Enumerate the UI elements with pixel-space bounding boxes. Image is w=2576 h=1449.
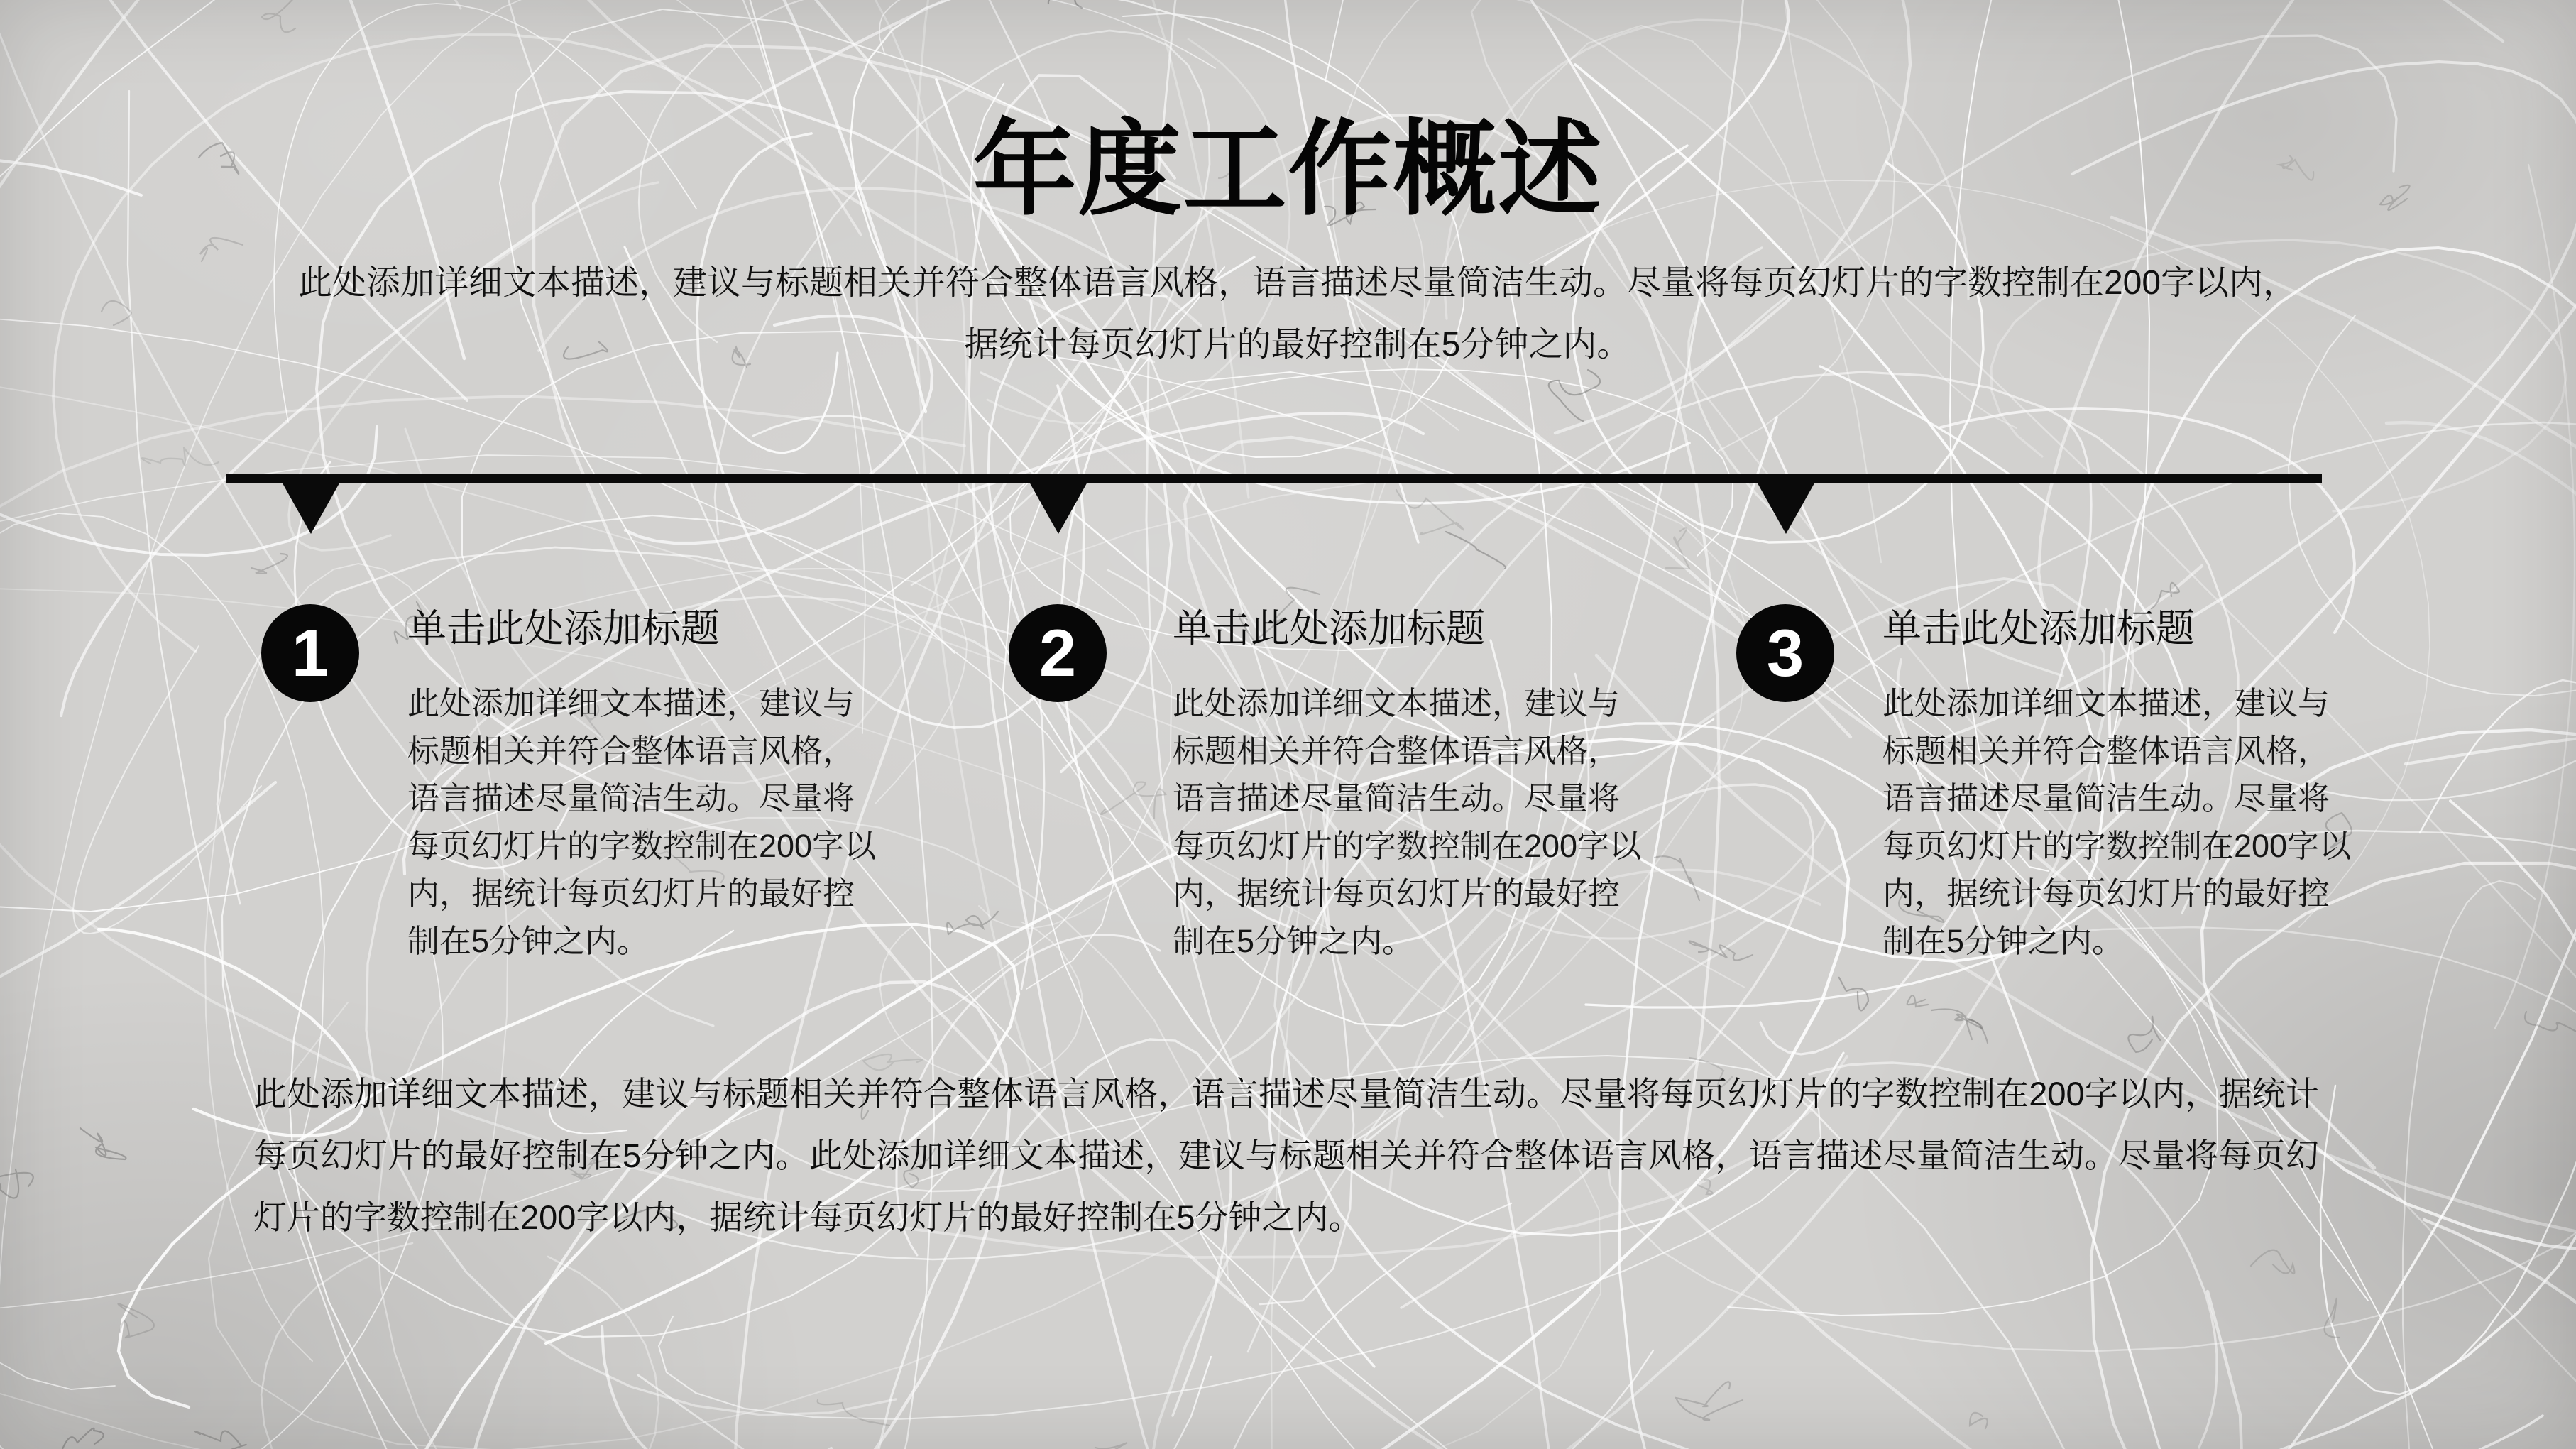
step-heading: 单击此处添加标题: [1882, 606, 2196, 650]
footer-paragraph: 此处添加详细文本描述，建议与标题相关并符合整体语言风格，语言描述尽量简洁生动。尽量将每页幻灯片的字数控制在200字以内，据统计每页幻灯片的最好控制在5分钟之内。此处添加详细文本描述，建议与标题相关并符合整体语言风格，语言描述尽量简洁生动。尽量将每页幻灯片的字数控制在200字以内，据统计每页幻灯片的最好控制在5分钟之内。: [253, 1075, 2319, 1236]
step-content: [1173, 604, 1647, 965]
step-number: 2: [1038, 616, 1077, 690]
step-heading: 单击此处添加标题: [1173, 606, 1486, 650]
timeline-arrow-down-icon: [1029, 482, 1087, 534]
timeline-bar: [226, 474, 2322, 483]
step-body-text: 此处添加详细文本描述，建议与标题相关并符合整体语言风格，语言描述尽量简洁生动。尽量将每页幻灯片的字数控制在200字以内，据统计每页幻灯片的最好控制在5分钟之内。: [1882, 685, 2352, 959]
timeline-step-2: [1009, 604, 1642, 1002]
step-body-text: 此处添加详细文本描述，建议与标题相关并符合整体语言风格，语言描述尽量简洁生动。尽量将每页幻灯片的字数控制在200字以内，据统计每页幻灯片的最好控制在5分钟之内。: [407, 685, 877, 959]
timeline-step-3: [1736, 604, 2361, 1002]
step-number-badge: [261, 604, 359, 702]
step-number: 1: [291, 616, 329, 690]
step-number-badge: [1009, 604, 1107, 702]
step-content: [407, 604, 882, 965]
timeline-step-1: [261, 604, 886, 1002]
step-heading: 单击此处添加标题: [407, 606, 720, 650]
step-number: 3: [1766, 616, 1804, 690]
timeline-arrow-down-icon: [282, 482, 340, 534]
slide-title: 年度工作概述: [972, 111, 1604, 227]
slide-subtitle: 此处添加详细文本描述，建议与标题相关并符合整体语言风格，语言描述尽量简洁生动。尽量将每页幻灯片的字数控制在200字以内，据统计每页幻灯片的最好控制在5分钟之内。: [297, 264, 2298, 363]
step-content: [1882, 604, 2357, 965]
timeline-arrow-down-icon: [1757, 482, 1815, 534]
step-number-badge: [1736, 604, 1834, 702]
step-body-text: 此处添加详细文本描述，建议与标题相关并符合整体语言风格，语言描述尽量简洁生动。尽量将每页幻灯片的字数控制在200字以内，据统计每页幻灯片的最好控制在5分钟之内。: [1173, 685, 1642, 959]
